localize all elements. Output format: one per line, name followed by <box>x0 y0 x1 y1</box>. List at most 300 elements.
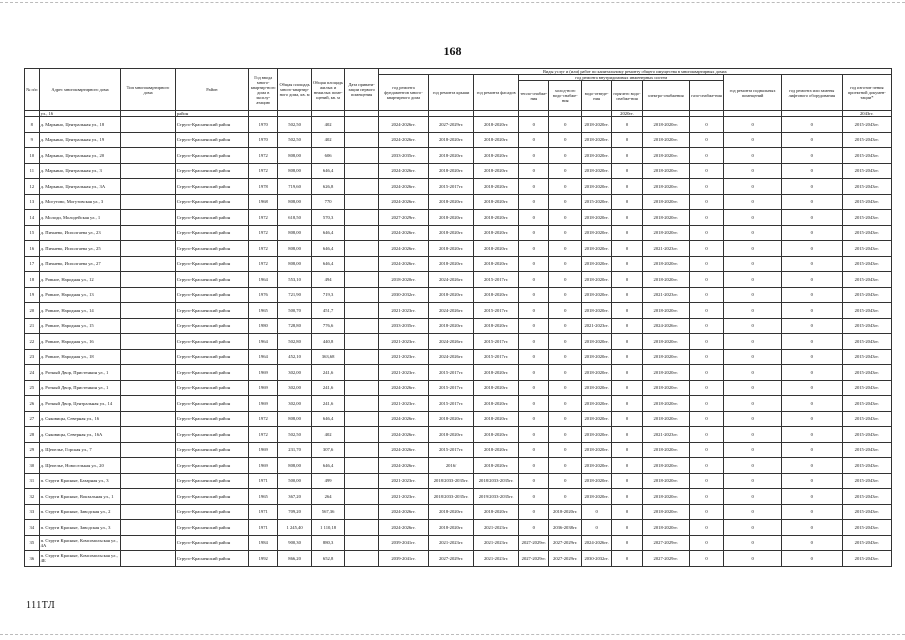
top-edge-line <box>0 2 905 4</box>
row-cold-water-year: 0 <box>549 117 581 133</box>
row-heat-year: 0 <box>519 427 549 443</box>
row-roof-year: 2027-2029гг. <box>429 551 474 567</box>
row-heat-year: 0 <box>519 365 549 381</box>
table-row <box>25 442 892 458</box>
row-number: 32 <box>25 489 40 505</box>
row-heat-year: 0 <box>519 225 549 241</box>
row-electric-year: 2018-2020гг. <box>642 303 689 319</box>
row-elevator-year: 0 <box>781 489 842 505</box>
header-heat: тепло-снабже-ния <box>519 81 549 111</box>
row-electric-year: 2018-2020гг. <box>642 504 689 520</box>
row-privatization <box>345 117 379 133</box>
row-facade-year: 2018-2020гг. <box>474 427 519 443</box>
table-row <box>25 194 892 210</box>
row-district: Струго-Красненский район <box>175 473 248 489</box>
row-privatization <box>345 318 379 334</box>
row-number: 36 <box>25 551 40 567</box>
row-cold-water-year: 0 <box>549 272 581 288</box>
table-row <box>25 287 892 303</box>
row-privatization <box>345 396 379 412</box>
row-hot-water-year: 0 <box>612 303 642 319</box>
row-electric-year: 2018-2020гг. <box>642 132 689 148</box>
row-elevator-year: 0 <box>781 458 842 474</box>
row-hot-water-year: 0 <box>612 380 642 396</box>
table-row <box>25 210 892 226</box>
row-drainage-year: 2018-2020гг. <box>581 303 611 319</box>
row-roof-year: 2018-2020гг. <box>429 411 474 427</box>
row-cold-water-year: 0 <box>549 411 581 427</box>
row-gas-year: 0 <box>689 411 724 427</box>
row-type <box>121 272 175 288</box>
row-gas-year: 0 <box>689 427 724 443</box>
row-privatization <box>345 287 379 303</box>
row-area: 241,6 <box>311 380 345 396</box>
row-roof-year: 2015-2017гг. <box>429 380 474 396</box>
row-hot-water-year: 0 <box>612 458 642 474</box>
row-number: 10 <box>25 148 40 164</box>
header-drainage: водо-отведе-ния <box>581 81 611 111</box>
row-address: д. Ровное, Народная ул., 12 <box>39 272 121 288</box>
row-area: 241,6 <box>311 396 345 412</box>
row-docs-year: 2015-2043гг. <box>842 334 891 350</box>
row-facade-year: 2015-2017гг. <box>474 349 519 365</box>
row-docs-year: 2015-2043гг. <box>842 303 891 319</box>
row-privatization <box>345 504 379 520</box>
row-area: 570,3 <box>311 210 345 226</box>
row-total-area: 231,70 <box>278 442 312 458</box>
row-type <box>121 194 175 210</box>
row-gas-year: 0 <box>689 396 724 412</box>
row-facade-year: 2015-2017гг. <box>474 272 519 288</box>
row-privatization <box>345 489 379 505</box>
row-drainage-year: 2018-2020гг. <box>581 442 611 458</box>
row-type <box>121 132 175 148</box>
row-electric-year: 2027-2029гг. <box>642 535 689 551</box>
row-basement-year: 0 <box>724 427 782 443</box>
row-district: Струго-Красненский район <box>175 210 248 226</box>
row-facade-year: 2018-2020гг. <box>474 287 519 303</box>
row-drainage-year: 2018-2020гг. <box>581 241 611 257</box>
row-cold-water-year: 0 <box>549 318 581 334</box>
row-hot-water-year: 0 <box>612 442 642 458</box>
row-foundation-year: 2024-2026гг. <box>378 504 428 520</box>
row-total-area: 618,50 <box>278 210 312 226</box>
table-row <box>25 272 892 288</box>
row-privatization <box>345 210 379 226</box>
row-area: 646,4 <box>311 241 345 257</box>
row-docs-year: 2015-2043гг. <box>842 442 891 458</box>
header-total-area: Общая площадь много-квартир-ного дома, кв. м <box>278 69 312 111</box>
row-cold-water-year: 0 <box>549 179 581 195</box>
row-year-built: 1984 <box>249 535 278 551</box>
row-address: п. Струги Красные, Комсомольская ул., 4Б <box>39 551 121 567</box>
row-address: д. Пичнево, Исполгаева ул., 23 <box>39 225 121 241</box>
row-drainage-year: 2018-2020гг. <box>581 163 611 179</box>
row-area: 440,8 <box>311 334 345 350</box>
row-facade-year: 2021-2023гг. <box>474 520 519 536</box>
row-year-built: 1964 <box>249 334 278 350</box>
row-heat-year: 0 <box>519 303 549 319</box>
row-foundation-year: 2024-2026гг. <box>378 132 428 148</box>
row-heat-year: 2027-2029гг. <box>519 551 549 567</box>
row-address: д. Пичнево, Исполгаева ул., 27 <box>39 256 121 272</box>
row-electric-year: 2018-2020гг. <box>642 473 689 489</box>
row-hot-water-year: 0 <box>612 148 642 164</box>
row-elevator-year: 0 <box>781 117 842 133</box>
row-heat-year: 0 <box>519 520 549 536</box>
header-basement: год ремонта подвальных помещений <box>724 75 782 111</box>
row-privatization <box>345 256 379 272</box>
row-facade-year: 2018-2020гг. <box>474 256 519 272</box>
row-basement-year: 0 <box>724 535 782 551</box>
row-facade-year: 2018-2020гг. <box>474 318 519 334</box>
row-heat-year: 0 <box>519 411 549 427</box>
row-address: д. Марьино, Центральная ул., 3 <box>39 163 121 179</box>
row-area: 307,6 <box>311 442 345 458</box>
row-area: 1 110,18 <box>311 520 345 536</box>
table-row <box>25 225 892 241</box>
row-address: п. Струги Красные, Комсомольская ул., 4А <box>39 535 121 551</box>
row-year-built: 1978 <box>249 179 278 195</box>
row-number: 25 <box>25 380 40 396</box>
table-row <box>25 535 892 551</box>
row-total-area: 502,50 <box>278 132 312 148</box>
row-drainage-year: 2024-2026гг. <box>581 535 611 551</box>
row-total-area: 808,00 <box>278 458 312 474</box>
row-electric-year: 2018-2020гг. <box>642 411 689 427</box>
row-roof-year: 2024-2026гг. <box>429 303 474 319</box>
row-area: 363,68 <box>311 349 345 365</box>
row-area: 652,8 <box>311 551 345 567</box>
row-district: Струго-Красненский район <box>175 411 248 427</box>
row-district: Струго-Красненский район <box>175 132 248 148</box>
row-year-built: 1972 <box>249 163 278 179</box>
row-type <box>121 473 175 489</box>
row-electric-year: 2018-2020гг. <box>642 272 689 288</box>
row-district: Струго-Красненский район <box>175 287 248 303</box>
row-year-built: 1964 <box>249 272 278 288</box>
row-hot-water-year: 0 <box>612 241 642 257</box>
row-cold-water-year: 0 <box>549 365 581 381</box>
row-elevator-year: 0 <box>781 427 842 443</box>
row-facade-year: 2018-2020гг. <box>474 411 519 427</box>
row-area: 494 <box>311 272 345 288</box>
header-electric: электро-снабжения <box>642 81 689 111</box>
row-elevator-year: 0 <box>781 256 842 272</box>
table-row <box>25 334 892 350</box>
row-docs-year: 2015-2043гг. <box>842 132 891 148</box>
row-district: Струго-Красненский район <box>175 427 248 443</box>
row-hot-water-year: 0 <box>612 163 642 179</box>
row-elevator-year: 0 <box>781 163 842 179</box>
row-district: Струго-Красненский район <box>175 489 248 505</box>
row-address: д. Сяковицы, Северная ул., 16 <box>39 411 121 427</box>
row-hot-water-year: 0 <box>612 365 642 381</box>
row-drainage-year: 2018-2020гг. <box>581 458 611 474</box>
row-privatization <box>345 520 379 536</box>
row-type <box>121 163 175 179</box>
row-district: Струго-Красненский район <box>175 303 248 319</box>
row-drainage-year: 2018-2020гг. <box>581 411 611 427</box>
row-facade-year: 2019/2033-2035гг. <box>474 489 519 505</box>
row-drainage-year: 2018-2020гг. <box>581 272 611 288</box>
row-type <box>121 287 175 303</box>
row-number: 23 <box>25 349 40 365</box>
row-type <box>121 535 175 551</box>
row-area: 646,4 <box>311 225 345 241</box>
row-drainage-year: 2018-2020гг. <box>581 179 611 195</box>
row-drainage-year: 2018-2020гг. <box>581 349 611 365</box>
row-cold-water-year: 0 <box>549 256 581 272</box>
row-elevator-year: 0 <box>781 535 842 551</box>
row-address: д. Пичнево, Исполгаева ул., 25 <box>39 241 121 257</box>
header-nonres-area: Общая площадь жилых и нежилых поме-щений, кв. м <box>311 69 345 111</box>
row-roof-year: 2015-2017гг. <box>429 442 474 458</box>
table-row <box>25 380 892 396</box>
row-elevator-year: 0 <box>781 287 842 303</box>
row-cold-water-year: 2027-2029гг. <box>549 535 581 551</box>
row-year-built: 1980 <box>249 318 278 334</box>
row-heat-year: 0 <box>519 194 549 210</box>
row-gas-year: 0 <box>689 334 724 350</box>
row-foundation-year: 2018-2020гг. <box>378 272 428 288</box>
row-facade-year: 2018-2020гг. <box>474 117 519 133</box>
header-works-group: Виды услуг и (или) работ по капитальному ремонту общего имущества в многоквартирных домах <box>378 69 891 75</box>
row-foundation-year: 2039-2041гг. <box>378 535 428 551</box>
row-drainage-year: 2030-2032гг. <box>581 551 611 567</box>
row-basement-year: 0 <box>724 303 782 319</box>
row-hot-water-year: 0 <box>612 411 642 427</box>
row-docs-year: 2015-2043гг. <box>842 179 891 195</box>
row-basement-year: 0 <box>724 272 782 288</box>
row-foundation-year: 2024-2026гг. <box>378 225 428 241</box>
row-number: 13 <box>25 194 40 210</box>
row-total-area: 1 245,40 <box>278 520 312 536</box>
row-total-area: 728,80 <box>278 318 312 334</box>
row-year-built: 1969 <box>249 458 278 474</box>
row-total-area: 553,10 <box>278 272 312 288</box>
row-gas-year: 0 <box>689 179 724 195</box>
row-facade-year: 2015-2017гг. <box>474 303 519 319</box>
row-elevator-year: 0 <box>781 411 842 427</box>
row-drainage-year: 2018-2020гг. <box>581 225 611 241</box>
row-type <box>121 551 175 567</box>
cont-hot-water: 2020гг. <box>612 111 642 117</box>
row-privatization <box>345 179 379 195</box>
row-facade-year: 2018-2020гг. <box>474 194 519 210</box>
row-hot-water-year: 0 <box>612 396 642 412</box>
row-foundation-year: 2024-2026гг. <box>378 256 428 272</box>
row-cold-water-year: 0 <box>549 334 581 350</box>
row-type <box>121 303 175 319</box>
row-elevator-year: 0 <box>781 349 842 365</box>
row-privatization <box>345 148 379 164</box>
row-roof-year: 2016/ <box>429 458 474 474</box>
row-electric-year: 2021-2023гг. <box>642 427 689 443</box>
table-row <box>25 458 892 474</box>
row-roof-year: 2018-2020гг. <box>429 132 474 148</box>
row-foundation-year: 2024-2026гг. <box>378 163 428 179</box>
table-row <box>25 411 892 427</box>
row-facade-year: 2015-2017гг. <box>474 334 519 350</box>
row-district: Струго-Красненский район <box>175 241 248 257</box>
row-foundation-year: 2024-2026гг. <box>378 241 428 257</box>
row-foundation-year: 2024-2026гг. <box>378 117 428 133</box>
row-docs-year: 2015-2043гг. <box>842 380 891 396</box>
row-docs-year: 2015-2043гг. <box>842 396 891 412</box>
row-foundation-year: 2024-2026гг. <box>378 427 428 443</box>
row-cold-water-year: 0 <box>549 163 581 179</box>
row-privatization <box>345 349 379 365</box>
row-area: 402 <box>311 427 345 443</box>
row-number: 16 <box>25 241 40 257</box>
row-address: д. Марьино, Центральная ул., 19 <box>39 132 121 148</box>
row-hot-water-year: 0 <box>612 318 642 334</box>
row-heat-year: 0 <box>519 287 549 303</box>
row-year-built: 1972 <box>249 210 278 226</box>
row-electric-year: 2018-2020гг. <box>642 349 689 365</box>
row-address: д. Ровное, Народная ул., 14 <box>39 303 121 319</box>
row-roof-year: 2015-2017гг. <box>429 179 474 195</box>
row-docs-year: 2015-2043гг. <box>842 520 891 536</box>
row-type <box>121 396 175 412</box>
row-number: 21 <box>25 318 40 334</box>
row-drainage-year: 2018-2020гг. <box>581 396 611 412</box>
row-drainage-year: 2018-2020гг. <box>581 287 611 303</box>
row-year-built: 1972 <box>249 225 278 241</box>
row-foundation-year: 2024-2026гг. <box>378 458 428 474</box>
row-roof-year: 2018/2033-2035гг. <box>429 489 474 505</box>
row-basement-year: 0 <box>724 117 782 133</box>
row-cold-water-year: 0 <box>549 396 581 412</box>
row-area: 567,36 <box>311 504 345 520</box>
row-basement-year: 0 <box>724 318 782 334</box>
row-total-area: 900,30 <box>278 535 312 551</box>
row-year-built: 1972 <box>249 256 278 272</box>
table-row <box>25 318 892 334</box>
row-year-built: 1992 <box>249 551 278 567</box>
row-drainage-year: 0 <box>581 504 611 520</box>
row-gas-year: 0 <box>689 241 724 257</box>
header-privatization-date: Дата привати-зации первого помещения <box>345 69 379 111</box>
row-privatization <box>345 365 379 381</box>
row-total-area: 808,00 <box>278 225 312 241</box>
row-year-built: 1970 <box>249 132 278 148</box>
row-docs-year: 2015-2043гг. <box>842 551 891 567</box>
row-electric-year: 2018-2020гг. <box>642 117 689 133</box>
row-area: 402 <box>311 117 345 133</box>
row-privatization <box>345 411 379 427</box>
row-hot-water-year: 0 <box>612 272 642 288</box>
row-address: д. Марьино, Центральная ул., 18 <box>39 117 121 133</box>
row-address: д. Ровное, Народная ул., 16 <box>39 334 121 350</box>
row-privatization <box>345 272 379 288</box>
row-basement-year: 0 <box>724 365 782 381</box>
row-roof-year: 2018-2020гг. <box>429 194 474 210</box>
row-roof-year: 2024-2026гг. <box>429 334 474 350</box>
row-cold-water-year: 0 <box>549 489 581 505</box>
table-row <box>25 163 892 179</box>
row-number: 8 <box>25 117 40 133</box>
row-type <box>121 442 175 458</box>
row-elevator-year: 0 <box>781 148 842 164</box>
row-elevator-year: 0 <box>781 210 842 226</box>
row-drainage-year: 2018-2020гг. <box>581 117 611 133</box>
row-hot-water-year: 0 <box>612 179 642 195</box>
row-type <box>121 117 175 133</box>
row-number: 15 <box>25 225 40 241</box>
row-roof-year: 2018-2020гг. <box>429 148 474 164</box>
row-number: 30 <box>25 458 40 474</box>
row-gas-year: 0 <box>689 117 724 133</box>
row-foundation-year: 2021-2023гг. <box>378 334 428 350</box>
row-address: д. Ровное, Народная ул., 15 <box>39 318 121 334</box>
row-cold-water-year: 0 <box>549 442 581 458</box>
row-type <box>121 489 175 505</box>
row-district: Струго-Красненский район <box>175 272 248 288</box>
header-district: Район <box>175 69 248 111</box>
row-district: Струго-Красненский район <box>175 256 248 272</box>
row-year-built: 1968 <box>249 194 278 210</box>
row-cold-water-year: 0 <box>549 241 581 257</box>
row-area: 646,4 <box>311 411 345 427</box>
row-facade-year: 2018-2020гг. <box>474 225 519 241</box>
row-number: 19 <box>25 287 40 303</box>
row-drainage-year: 2018-2020гг. <box>581 427 611 443</box>
row-docs-year: 2015-2043гг. <box>842 163 891 179</box>
row-gas-year: 0 <box>689 458 724 474</box>
row-number: 27 <box>25 411 40 427</box>
row-drainage-year: 2018-2020гг. <box>581 132 611 148</box>
table-row <box>25 365 892 381</box>
row-number: 34 <box>25 520 40 536</box>
row-year-built: 1976 <box>249 287 278 303</box>
row-basement-year: 0 <box>724 411 782 427</box>
row-type <box>121 349 175 365</box>
row-number: 26 <box>25 396 40 412</box>
row-basement-year: 0 <box>724 458 782 474</box>
row-basement-year: 0 <box>724 241 782 257</box>
cont-district: район <box>175 111 248 117</box>
row-district: Струго-Красненский район <box>175 148 248 164</box>
row-elevator-year: 0 <box>781 396 842 412</box>
row-hot-water-year: 0 <box>612 210 642 226</box>
row-year-built: 1969 <box>249 380 278 396</box>
row-hot-water-year: 0 <box>612 225 642 241</box>
row-foundation-year: 2024-2026гг. <box>378 520 428 536</box>
header-gas: газо-снабже-ния <box>689 81 724 111</box>
table-row <box>25 241 892 257</box>
header-cold-water: холод-ного водо-снабже-ния <box>549 81 581 111</box>
row-hot-water-year: 0 <box>612 427 642 443</box>
row-foundation-year: 2021-2023гг. <box>378 489 428 505</box>
row-hot-water-year: 0 <box>612 551 642 567</box>
row-foundation-year: 2024-2026гг. <box>378 380 428 396</box>
row-number: 22 <box>25 334 40 350</box>
row-foundation-year: 2024-2026гг. <box>378 179 428 195</box>
row-basement-year: 0 <box>724 442 782 458</box>
row-drainage-year: 2018-2020гг. <box>581 256 611 272</box>
row-total-area: 502,50 <box>278 427 312 443</box>
row-privatization <box>345 442 379 458</box>
row-foundation-year: 2039-2041гг. <box>378 551 428 567</box>
row-total-area: 808,00 <box>278 241 312 257</box>
row-electric-year: 2018-2020гг. <box>642 334 689 350</box>
row-gas-year: 0 <box>689 303 724 319</box>
row-district: Струго-Красненский район <box>175 163 248 179</box>
row-gas-year: 0 <box>689 473 724 489</box>
row-privatization <box>345 194 379 210</box>
